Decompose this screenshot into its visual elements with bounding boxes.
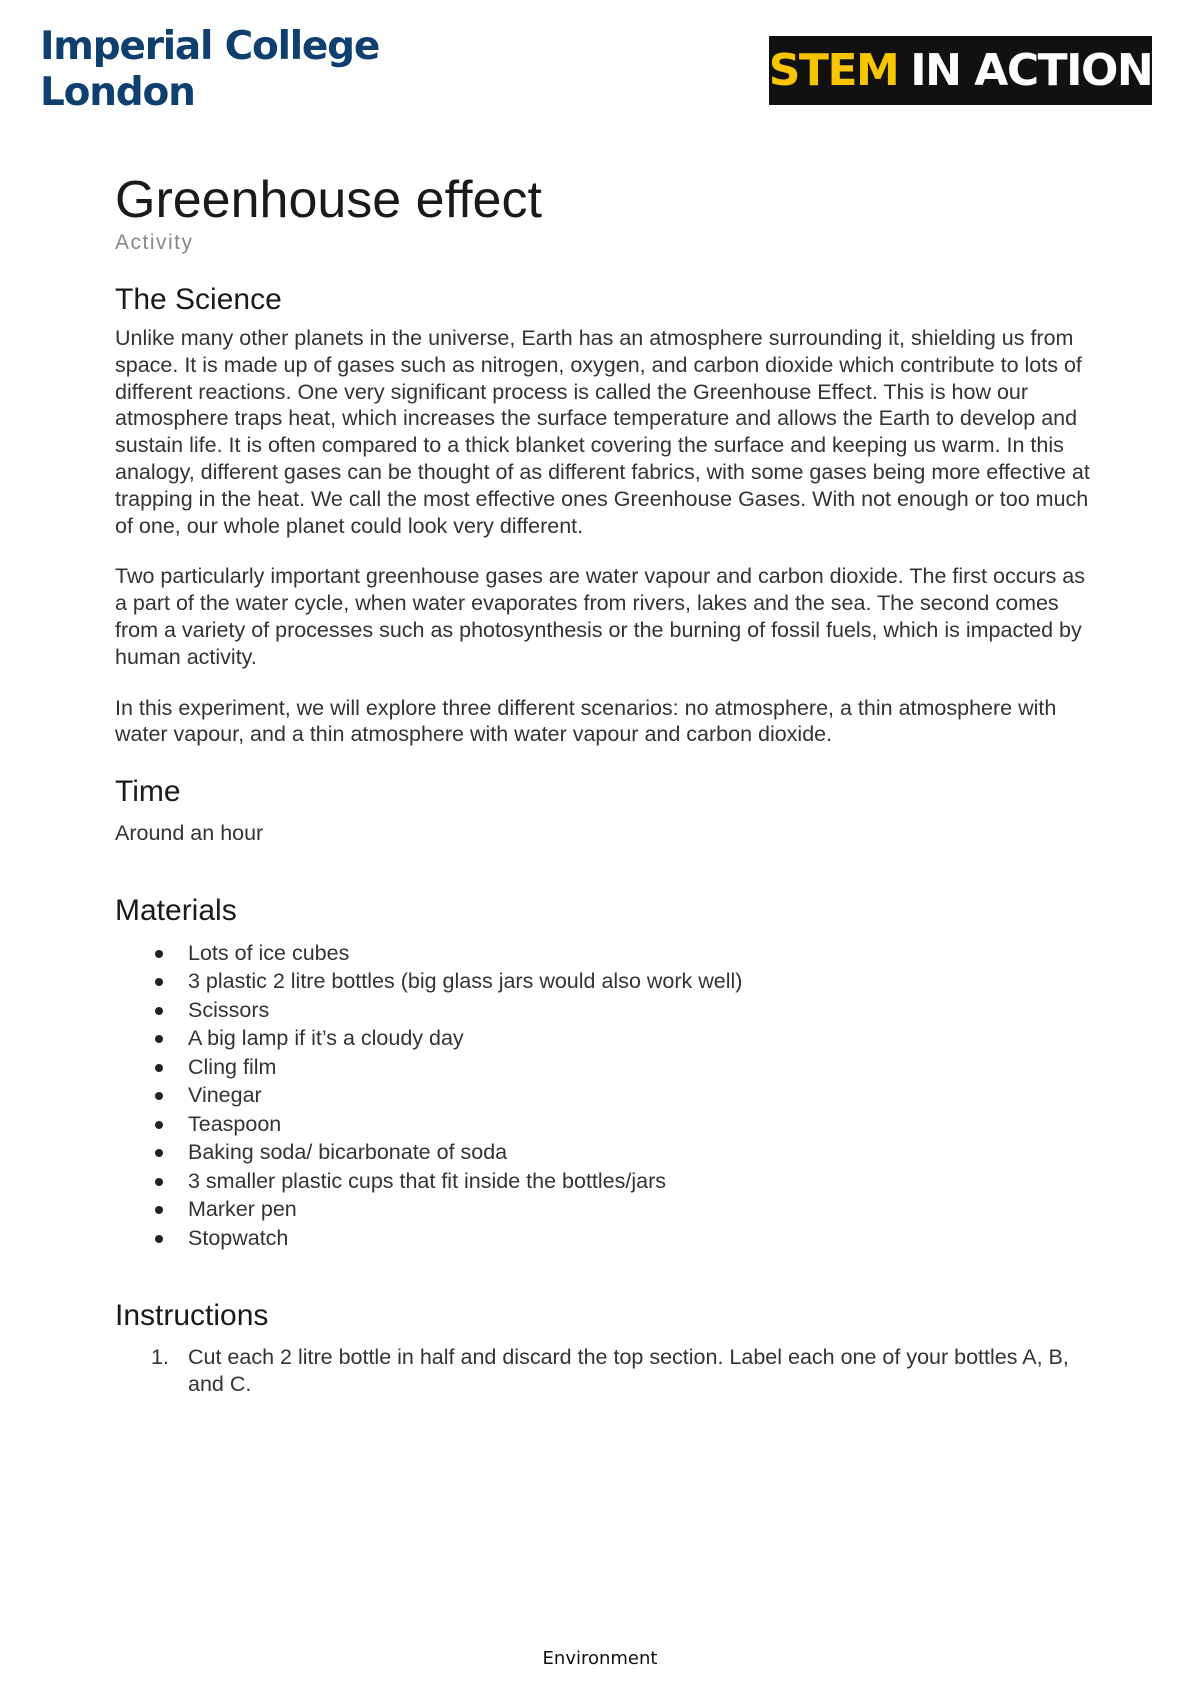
list-item: Marker pen <box>115 1195 1095 1224</box>
science-heading: The Science <box>115 283 282 316</box>
instruction-step <box>115 1344 1095 1398</box>
time-value: Around an hour <box>115 821 264 846</box>
step-text: Cut each 2 litre bottle in half and discard the top section. Label each one of your bottles A, B, and C. <box>188 1345 1069 1397</box>
list-item: A big lamp if it’s a cloudy day <box>115 1024 1095 1053</box>
logo-line-1: Imperial College <box>40 24 380 69</box>
page-footer: Environment <box>542 1648 658 1669</box>
badge-action-text: IN ACTION <box>910 45 1153 96</box>
page-title: Greenhouse effect <box>115 171 542 229</box>
materials-list <box>115 939 1095 1253</box>
list-item: 3 smaller plastic cups that fit inside the bottles/jars <box>115 1167 1095 1196</box>
badge-stem-text: STEM <box>768 45 899 96</box>
stem-in-action-badge <box>769 36 1152 105</box>
page-subtitle: Activity <box>115 231 194 254</box>
imperial-college-logo <box>40 24 379 116</box>
logo-line-2: London <box>40 70 195 115</box>
science-paragraph-3: In this experiment, we will explore three different scenarios: no atmosphere, a thin atmosphere with water vapour, and a thin atmosphere with water vapour and carbon dioxide. <box>115 695 1057 747</box>
list-item: Baking soda/ bicarbonate of soda <box>115 1138 1095 1167</box>
instructions-heading: Instructions <box>115 1299 269 1333</box>
science-paragraph-1: Unlike many other planets in the universe, Earth has an atmosphere surrounding it, shielding us from space. It is made up of gases such as nitrogen, oxygen, and carbon dioxide which contribute to lots of different reactions. One very significant process is called the Greenhouse Effect. This is how our atmosphere traps heat, which increases the surface temperature and allows the Earth to develop and sustain life. It is often compared to a thick blanket covering the surface and keeping us warm. In this analogy, different gases can be thought of as different fabrics, with some gases being more effective at trapping in the heat. We call the most effective ones Greenhouse Gases. With not enough or too much of one, our whole planet could look very different. <box>115 326 1090 538</box>
science-paragraph-2: Two particularly important greenhouse gases are water vapour and carbon dioxide. The first occurs as a part of the water cycle, when water evaporates from rivers, lakes and the sea. The second comes from a variety of processes such as photosynthesis or the burning of fossil fuels, which is impacted by human activity. <box>115 564 1085 669</box>
list-item: Cling film <box>115 1053 1095 1082</box>
list-item: Scissors <box>115 996 1095 1025</box>
document-body <box>115 170 1095 1398</box>
list-item: Teaspoon <box>115 1110 1095 1139</box>
list-item: Vinegar <box>115 1081 1095 1110</box>
instructions-list <box>115 1344 1095 1398</box>
list-item: 3 plastic 2 litre bottles (big glass jars would also work well) <box>115 967 1095 996</box>
materials-heading: Materials <box>115 893 237 927</box>
list-item: Stopwatch <box>115 1224 1095 1253</box>
list-item: Lots of ice cubes <box>115 939 1095 968</box>
time-heading: Time <box>115 775 181 809</box>
step-number: 1. <box>151 1345 169 1370</box>
